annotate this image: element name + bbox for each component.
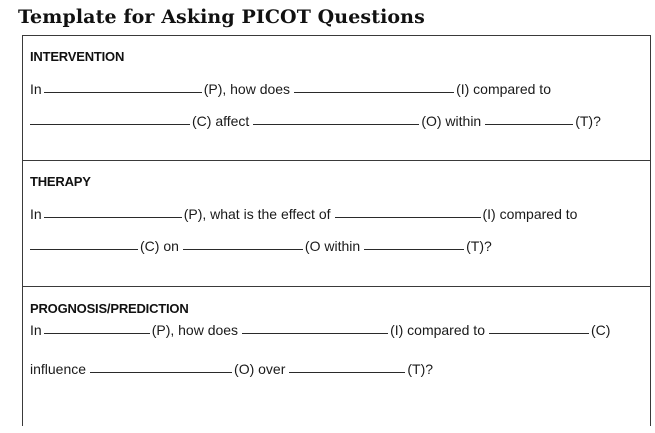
prognosis-section	[22, 286, 651, 426]
comparison-blank[interactable]	[30, 123, 190, 125]
population-blank[interactable]	[44, 91, 202, 93]
in-label: In	[30, 81, 42, 97]
time-blank[interactable]	[364, 248, 464, 250]
comparison-blank[interactable]	[489, 332, 589, 334]
intervention-blank[interactable]	[294, 91, 454, 93]
intervention-label: (I) compared to	[456, 81, 551, 97]
outcome-blank[interactable]	[253, 123, 419, 125]
time-blank[interactable]	[289, 371, 405, 373]
intervention-heading: INTERVENTION	[30, 49, 125, 64]
in-label: In	[30, 206, 42, 222]
population-label: (P), how does	[203, 81, 291, 97]
intervention-label: (I) compared to	[390, 322, 485, 338]
therapy-line-2	[30, 238, 492, 254]
prognosis-heading: PROGNOSIS/PREDICTION	[30, 301, 189, 316]
comparison-label: (C) affect	[192, 113, 250, 129]
intervention-label: (I) compared to	[482, 206, 578, 222]
comparison-blank[interactable]	[30, 248, 138, 250]
comparison-label: (C)	[591, 322, 611, 338]
outcome-blank[interactable]	[183, 248, 303, 250]
time-blank[interactable]	[485, 123, 573, 125]
outcome-blank[interactable]	[90, 371, 232, 373]
time-label: (T)?	[575, 113, 601, 129]
population-label: (P), how does	[151, 322, 239, 338]
therapy-line-1	[30, 206, 577, 222]
in-label: In	[30, 322, 42, 338]
prognosis-line-2	[30, 361, 433, 377]
time-label: (T)?	[407, 361, 434, 377]
outcome-label: (O within	[304, 238, 361, 254]
intervention-line-2	[30, 113, 601, 129]
comparison-label: (C) on	[140, 238, 179, 254]
outcome-label: (O) within	[421, 113, 482, 129]
intervention-blank[interactable]	[242, 332, 388, 334]
population-blank[interactable]	[44, 216, 182, 218]
prognosis-line-1	[30, 322, 610, 338]
time-label: (T)?	[466, 238, 492, 254]
therapy-heading: THERAPY	[30, 174, 91, 189]
therapy-section	[22, 160, 651, 287]
intervention-section	[22, 35, 651, 161]
outcome-label: (O) over	[234, 361, 286, 377]
intervention-line-1	[30, 81, 551, 97]
intervention-blank[interactable]	[335, 216, 481, 218]
influence-label: influence	[30, 361, 87, 377]
population-label: (P), what is the effect of	[183, 206, 331, 222]
page-title: Template for Asking PICOT Questions	[18, 6, 425, 28]
population-blank[interactable]	[44, 332, 150, 334]
